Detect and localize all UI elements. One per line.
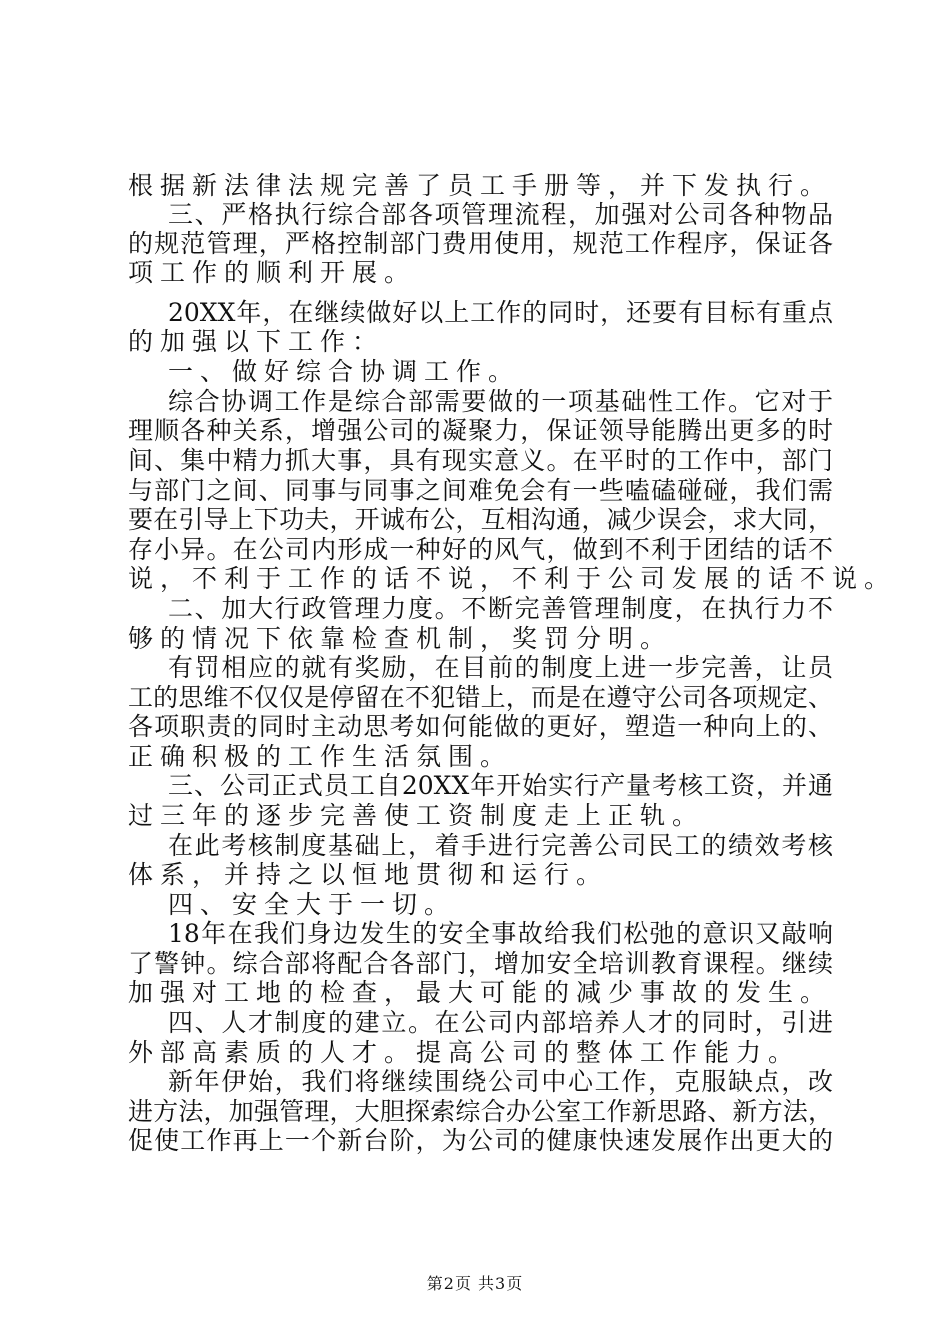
text-line: 综合协调工作是综合部需要做的一项基础性工作。它对于 xyxy=(168,387,833,416)
text-line: 各项职责的同时主动思考如何能做的更好，塑造一种向上的、 xyxy=(128,712,833,741)
text-line: 18年在我们身边发生的安全事故给我们松弛的意识又敲响 xyxy=(168,919,833,948)
text-line: 存小异。在公司内形成一种好的风气，做到不利于团结的话不 xyxy=(128,535,833,564)
text-line: 了警钟。综合部将配合各部门，增加安全培训教育课程。继续 xyxy=(128,949,833,978)
text-line: 的规范管理，严格控制部门费用使用，规范工作程序，保证各 xyxy=(128,229,833,258)
text-line: 理顺各种关系，增强公司的凝聚力，保证领导能腾出更多的时 xyxy=(128,416,833,445)
text-line: 在此考核制度基础上，着手进行完善公司民工的绩效考核 xyxy=(168,831,833,860)
text-line: 四、人才制度的建立。在公司内部培养人才的同时，引进 xyxy=(168,1008,833,1037)
text-line: 外部高素质的人才。提高公司的整体工作能力。 xyxy=(128,1038,801,1067)
text-line: 的加强以下工作： xyxy=(128,327,385,356)
text-line: 三、严格执行综合部各项管理流程，加强对公司各种物品 xyxy=(168,200,833,229)
text-line: 加强对工地的检查，最大可能的减少事故的发生。 xyxy=(128,978,833,1007)
text-line: 与部门之间、同事与同事之间难免会有一些嗑磕碰碰，我们需 xyxy=(128,476,833,505)
section-heading: 四、安全大于一切。 xyxy=(168,890,457,919)
text-line: 三、公司正式员工自20XX年开始实行产量考核工资，并通 xyxy=(168,771,833,800)
text-line: 根据新法律法规完善了员工手册等，并下发执行。 xyxy=(128,171,833,200)
text-line: 体系，并持之以恒地贯彻和运行。 xyxy=(128,860,609,889)
text-line: 有罚相应的就有奖励，在目前的制度上进一步完善，让员 xyxy=(168,653,833,682)
text-line: 20XX年，在继续做好以上工作的同时，还要有目标有重点 xyxy=(168,298,833,327)
text-line: 进方法，加强管理，大胆探索综合办公室工作新思路、新方法， xyxy=(128,1097,833,1126)
text-line: 说，不利于工作的话不说，不利于公司发展的话不说。 xyxy=(128,564,897,593)
text-line: 过三年的逐步完善使工资制度走上正轨。 xyxy=(128,801,705,830)
text-line: 工的思维不仅仅是停留在不犯错上，而是在遵守公司各项规定、 xyxy=(128,683,833,712)
section-heading: 一、做好综合协调工作。 xyxy=(168,357,521,386)
text-line: 要在引导上下功夫，开诚布公，互相沟通，减少误会，求大同， xyxy=(128,505,833,534)
text-line: 促使工作再上一个新台阶，为公司的健康快速发展作出更大的 xyxy=(128,1126,833,1155)
text-line: 够的情况下依靠检查机制，奖罚分明。 xyxy=(128,624,673,653)
text-line: 正确积极的工作生活氛围。 xyxy=(128,742,513,771)
text-line: 间、集中精力抓大事，具有现实意义。在平时的工作中，部门 xyxy=(128,446,833,475)
text-line: 项工作的顺利开展。 xyxy=(128,258,417,287)
text-line: 二、加大行政管理力度。不断完善管理制度，在执行力不 xyxy=(168,594,833,623)
page-number-footer: 第2页 共3页 xyxy=(426,1274,524,1293)
text-line: 新年伊始，我们将继续围绕公司中心工作，克服缺点，改 xyxy=(168,1067,833,1096)
